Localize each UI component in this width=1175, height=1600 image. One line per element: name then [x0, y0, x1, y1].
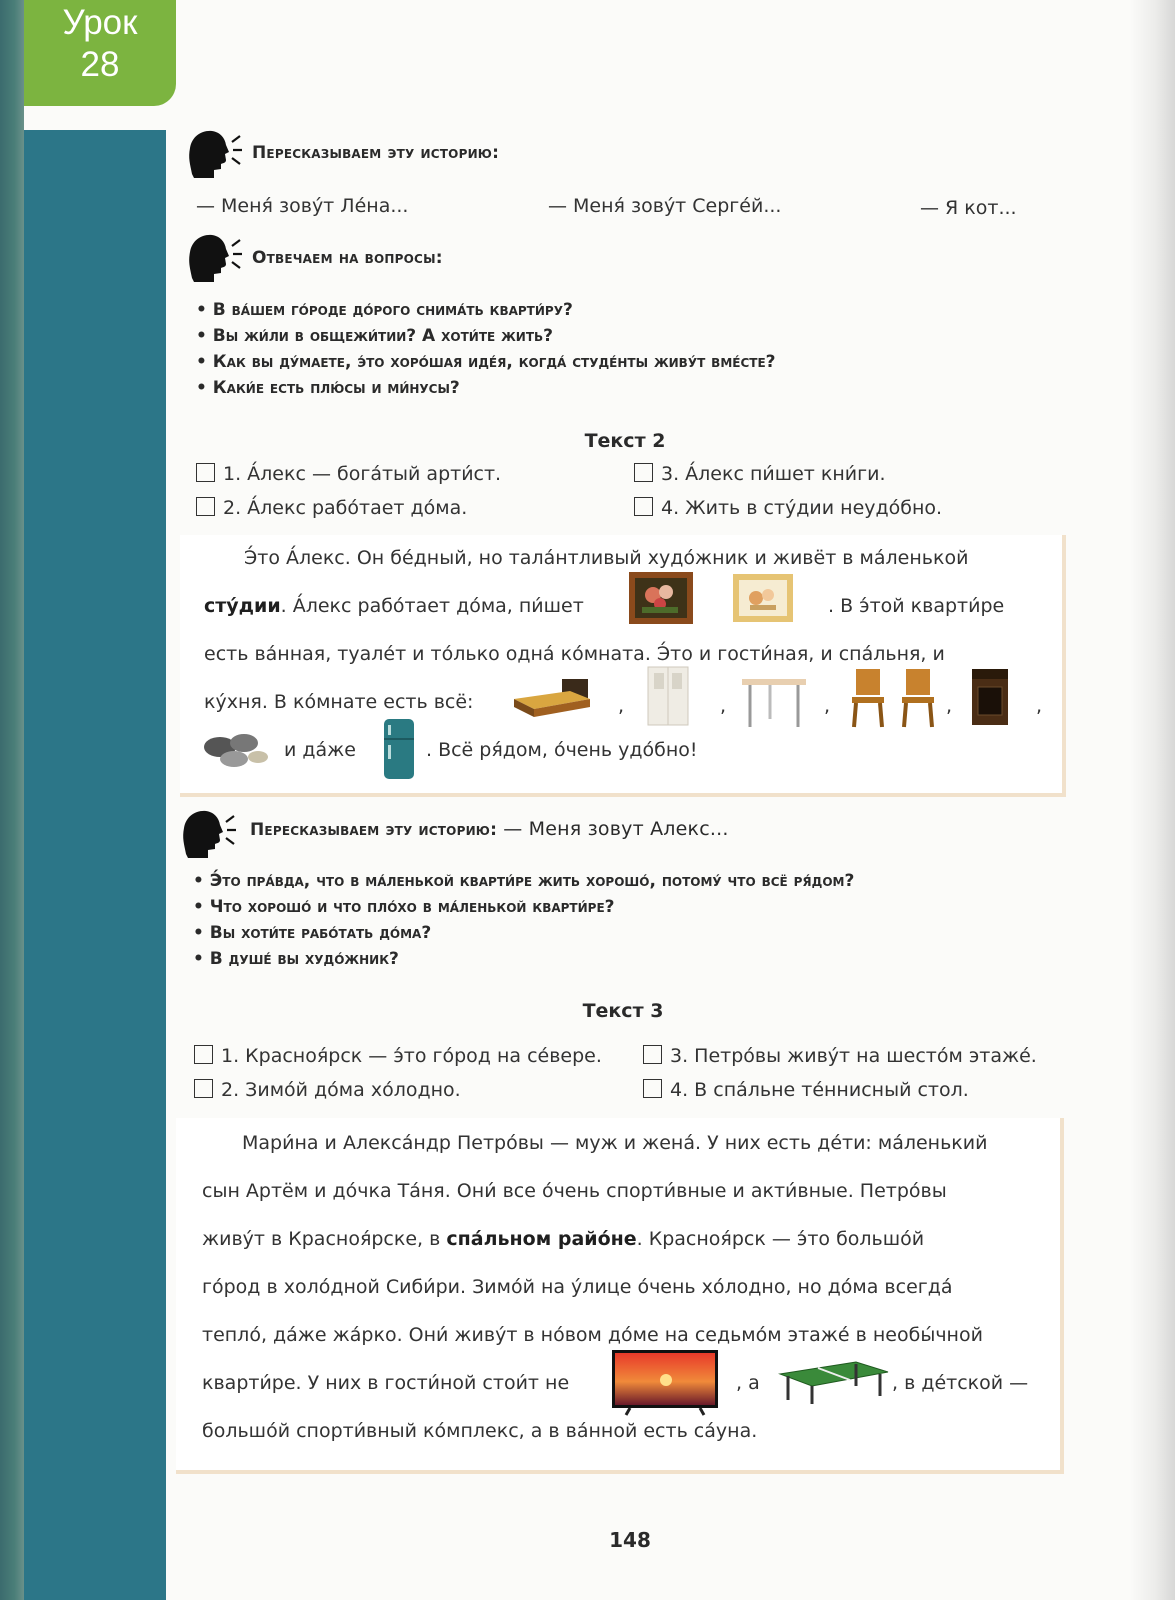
checkbox[interactable]: [634, 463, 653, 482]
stove-icon: [970, 667, 1010, 727]
text3-check-1: 1. Красноя́рск — э́то го́род на се́вере.: [194, 1045, 602, 1067]
text3-line-3: живу́т в Красноя́рске, в спа́льном райо́не. Красноя́рск — э́то большо́й: [202, 1228, 925, 1250]
text3-line-6-mid: , а: [736, 1372, 760, 1394]
ping-pong-table-icon: [776, 1356, 890, 1406]
question-item: • В душе́ вы худо́жник?: [193, 949, 399, 969]
lesson-number: 28: [80, 45, 120, 84]
text3-check-2: 2. Зимо́й до́ма хо́лодно.: [194, 1079, 461, 1101]
wardrobe-icon: [646, 665, 690, 727]
chair-icon: [848, 667, 888, 729]
page-curl-shadow: [1130, 0, 1175, 1600]
question-item: • Что хорошо́ и что пло́хо в ма́ленькой кварти́ре?: [193, 897, 615, 917]
text3-title: Текст 3: [582, 1000, 664, 1022]
book-spine-edge: [0, 0, 24, 1600]
lesson-word: Урок: [62, 3, 138, 42]
refrigerator-icon: [382, 717, 416, 781]
text2-check-1: 1. А́лекс — бога́тый арти́ст.: [196, 463, 501, 485]
speaking-head-icon: [186, 232, 244, 284]
speaking-head-icon: [186, 128, 244, 180]
text2-line-1: Э́то А́лекс. Он бе́дный, но тала́нтливый худо́жник и живёт в ма́ленькой: [244, 547, 969, 569]
question-item: • Вы хоти́те рабо́тать до́ма?: [193, 923, 432, 943]
text3-check-4: 4. В спа́льне те́ннисный стол.: [643, 1079, 969, 1101]
text2-check-4: 4. Жить в сту́дии неудо́бно.: [634, 497, 942, 519]
text2-line-3: есть ва́нная, туале́т и то́лько одна́ ко́мната. Э́то и гости́ная, и спа́льня, и: [204, 643, 945, 665]
text2-line-5-end: . Всё ря́дом, о́чень удо́бно!: [426, 739, 698, 761]
text3-check-3: 3. Петро́вы живу́т на шесто́м этаже́.: [643, 1045, 1037, 1067]
cookware-icon: [200, 725, 272, 771]
retell-line-cat: — Я кот...: [920, 197, 1017, 219]
chair-icon: [898, 667, 938, 729]
text3-line-5: тепло́, да́же жа́рко. Они́ живу́т в но́вом до́ме на седьмо́м этаже́ в необы́чной: [202, 1324, 983, 1346]
question-item: • Вы жи́ли в общежи́тии? А хоти́те жить?: [196, 326, 554, 346]
text3-line-6-end: , в де́тской —: [892, 1372, 1029, 1394]
table-icon: [740, 673, 808, 729]
text3-line-6: кварти́ре. У них в гости́ной стои́т не: [202, 1372, 570, 1394]
text3-box: [176, 1118, 1064, 1474]
tv-icon: [610, 1348, 720, 1416]
checkbox[interactable]: [196, 463, 215, 482]
retell-line-lena: — Меня́ зову́т Ле́на...: [196, 195, 409, 217]
text2-line-2: сту́дии. А́лекс рабо́тает до́ма, пи́шет: [204, 595, 584, 617]
side-color-bar: [0, 130, 166, 1600]
question-item: • Как вы ду́маете, э́то хоро́шая иде́я, когда́ студе́нты живу́т вме́сте?: [196, 352, 776, 372]
retell-title-2: Пересказываем эту историю: — Меня зовут Алекс...: [250, 818, 729, 840]
checkbox[interactable]: [634, 497, 653, 516]
question-item: • В ва́шем го́роде до́рого снима́ть кварти́ру?: [196, 300, 573, 320]
text3-line-4: го́род в холо́дной Сиби́ри. Зимо́й на у́лице о́чень хо́лодно, но до́ма всегда́: [202, 1276, 953, 1298]
text2-title: Текст 2: [584, 430, 666, 452]
lesson-tab: [24, 0, 176, 106]
painting-flowers-icon: [628, 571, 694, 625]
retell-line-sergey: — Меня́ зову́т Серге́й...: [548, 195, 782, 217]
page-number: 148: [609, 1528, 651, 1552]
painting-still-life-icon: [732, 573, 794, 623]
checkbox[interactable]: [643, 1045, 662, 1064]
question-item: • Э́то пра́вда, что в ма́ленькой кварти́ре жить хорошо́, потому́ что всё ря́дом?: [193, 871, 855, 891]
text2-box: Э́то А́лекс. Он бе́дный, но тала́нтливый худо́жник и живёт в ма́ленькой сту́дии. А́лекс рабо́тает до́ма, пи́шет . В э́той кварти́ре есть ва́нная, туале́т и то́лько одна́ ко́мната. Э́то и гости́ная, и спа́льня, и ку́хня. В ко́мнате есть всё: , , , , , и да́же . Всё ря́дом, о́чень удо́бно!: [180, 535, 1066, 797]
bed-icon: [510, 677, 592, 719]
text2-check-2: 2. А́лекс рабо́тает до́ма.: [196, 497, 467, 519]
checkbox[interactable]: [194, 1079, 213, 1098]
text3-line-2: сын Артём и до́чка Та́ня. Они́ все о́чень спорти́вные и акти́вные. Петро́вы: [202, 1180, 947, 1202]
answer-title: Отвечаем на вопросы:: [252, 248, 443, 268]
text2-line-2-end: . В э́той кварти́ре: [828, 595, 1005, 617]
text2-line-4: ку́хня. В ко́мнате есть всё:: [204, 691, 474, 713]
text3-line-7: большо́й спорти́вный ко́мплекс, а в ва́нной есть са́уна.: [202, 1420, 758, 1442]
checkbox[interactable]: [194, 1045, 213, 1064]
checkbox[interactable]: [643, 1079, 662, 1098]
question-item: • Каки́е есть плю́сы и ми́нусы?: [196, 378, 460, 398]
text3-line-1: Мари́на и Алекса́ндр Петро́вы — муж и жена́. У них есть де́ти: ма́ленький: [242, 1132, 988, 1154]
text2-line-5-mid: и да́же: [284, 739, 356, 761]
text2-check-3: 3. А́лекс пи́шет кни́ги.: [634, 463, 886, 485]
checkbox[interactable]: [196, 497, 215, 516]
retell-title-1: Пересказываем эту историю:: [252, 143, 500, 163]
speaking-head-icon: [180, 808, 238, 860]
